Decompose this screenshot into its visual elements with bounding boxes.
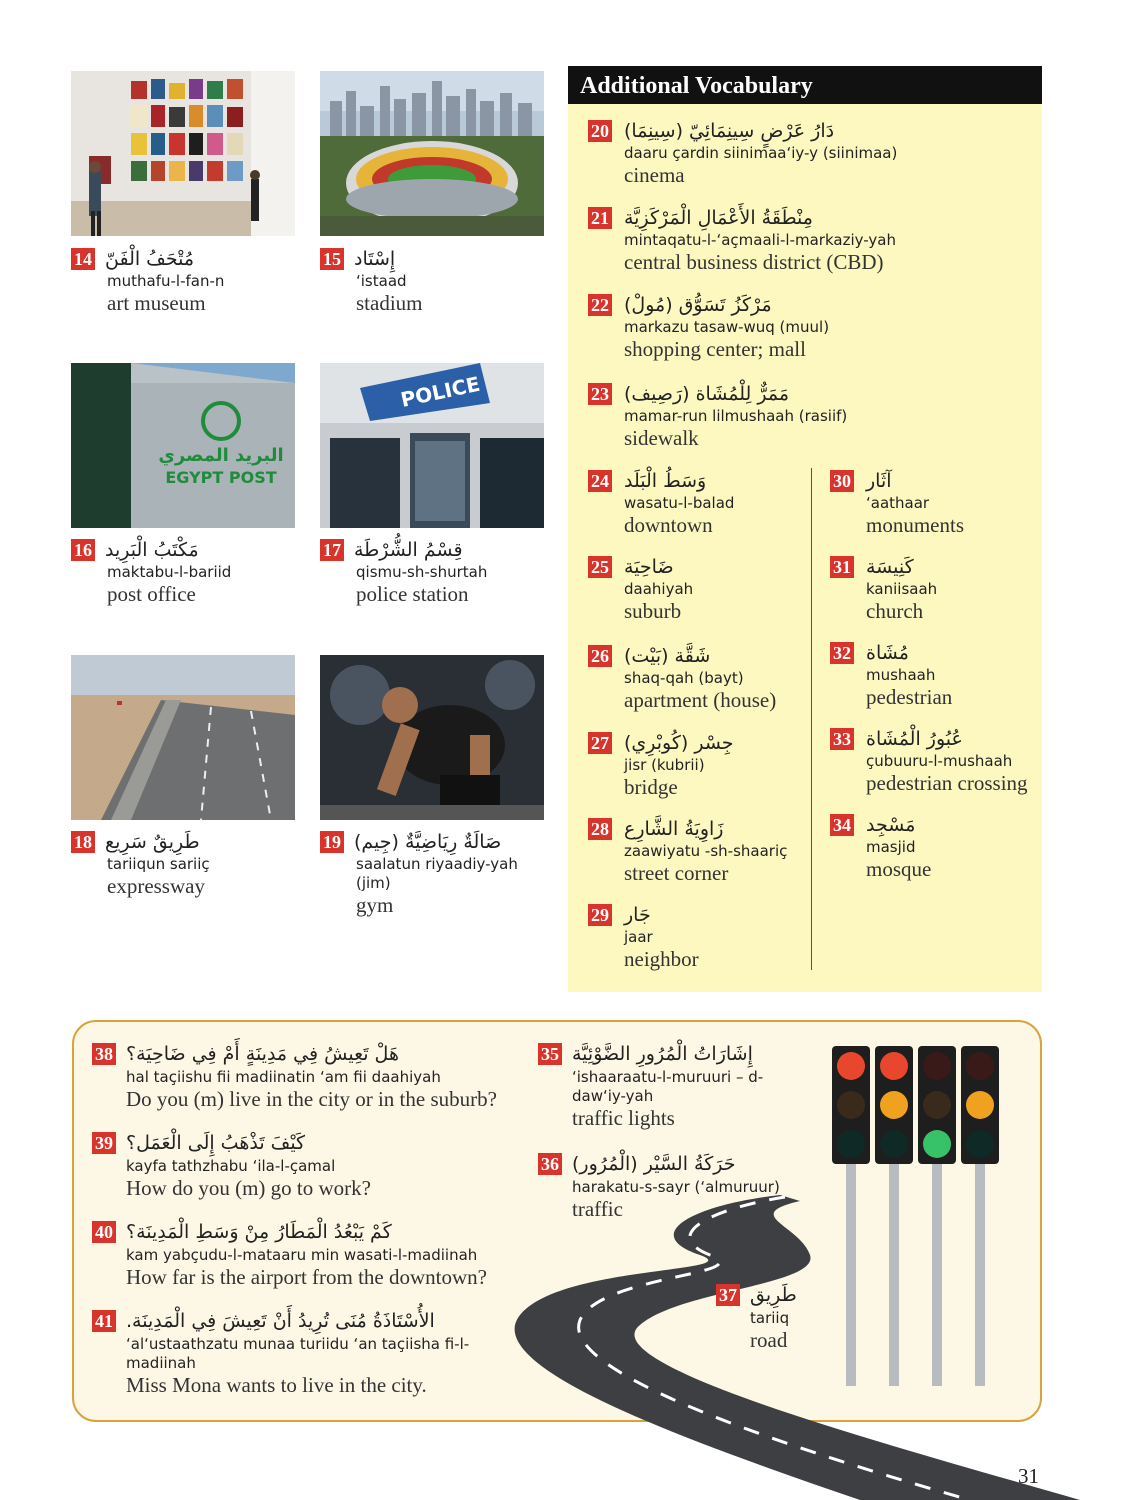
vocab-entry-pedestrian-crossing: [830, 726, 1035, 795]
english-term: gym: [356, 893, 394, 917]
english-term: church: [866, 599, 924, 623]
transliteration: ‘aathaar: [866, 494, 930, 512]
arabic-term: وَسَطُ الْبَلَد: [624, 470, 707, 492]
english-term: traffic lights: [572, 1106, 675, 1130]
entry-police-station: [320, 537, 530, 606]
transliteration: ‘ishaaraatu-l-muruuri – d-daw‘iy-yah: [572, 1068, 764, 1105]
arabic-term: كَنِيسَة: [866, 556, 914, 578]
english-term: expressway: [107, 874, 205, 898]
transliteration: kam yabçudu-l-mataaru min wasati-l-madiinah: [126, 1246, 478, 1264]
english-term: downtown: [624, 513, 713, 537]
arabic-phrase: كَمْ يَبْعُدُ الْمَطَارُ مِنْ وَسَطِ الْمَدِينَة؟: [126, 1221, 392, 1243]
transliteration: çubuuru-l-mushaah: [866, 752, 1013, 770]
entry-art-museum: [71, 246, 281, 315]
vocab-entry-road: [716, 1281, 826, 1352]
transliteration: mamar-run lilmushaah (rasiif): [624, 407, 848, 425]
transliteration: tariiqun sariiç: [107, 855, 210, 873]
english-term: art museum: [107, 291, 206, 315]
page-number: 31: [1018, 1464, 1039, 1488]
transliteration: tariiq: [750, 1309, 790, 1327]
vocab-entry-mosque: [830, 812, 1035, 881]
vocab-entry-downtown: [588, 468, 813, 537]
english-term: sidewalk: [624, 426, 699, 450]
arabic-term: مَرْكَزُ تَسَوُّق (مُولْ): [624, 294, 772, 316]
transliteration: mushaah: [866, 666, 936, 684]
question-city-or-suburb: [92, 1040, 532, 1111]
entry-stadium: [320, 246, 530, 315]
arabic-term: مَسْجِد: [866, 814, 916, 836]
transliteration: kaniisaah: [866, 580, 938, 598]
transliteration: shaq-qah (bayt): [624, 669, 744, 687]
vocab-entry-church: [830, 554, 1035, 623]
vocab-entry-cbd: [588, 205, 1028, 274]
vocab-entry-cinema: [588, 118, 1028, 187]
entry-gym: [320, 829, 550, 917]
entry-number: 40: [92, 1221, 116, 1243]
transliteration: mintaqatu-l-‘açmaali-l-markaziy-yah: [624, 231, 896, 249]
entry-number: 36: [538, 1153, 562, 1175]
entry-number: 16: [71, 539, 95, 561]
english-term: road: [750, 1328, 788, 1352]
entry-number: 34: [830, 814, 854, 836]
english-term: police station: [356, 582, 469, 606]
transliteration: maktabu-l-bariid: [107, 563, 232, 581]
entry-number: 23: [588, 383, 612, 405]
art-museum-photo: [71, 71, 295, 236]
entry-number: 38: [92, 1043, 116, 1065]
arabic-term: إِشَارَاتُ الْمُرُورِ الضَّوْئِيَّة: [572, 1043, 753, 1065]
transliteration: ‘istaad: [356, 272, 407, 290]
arabic-phrase: كَيْفَ تَذْهَبُ إِلَى الْعَمَل؟: [126, 1132, 306, 1154]
vocab-entry-pedestrian: [830, 640, 1035, 709]
entry-number: 21: [588, 207, 612, 229]
entry-number: 20: [588, 120, 612, 142]
gym-photo: [320, 655, 544, 820]
english-phrase: Do you (m) live in the city or in the suburb?: [126, 1087, 497, 1111]
english-term: traffic: [572, 1197, 623, 1221]
entry-number: 19: [320, 831, 344, 853]
transliteration: markazu tasaw-wuq (muul): [624, 318, 830, 336]
entry-number: 15: [320, 248, 344, 270]
english-term: central business district (CBD): [624, 250, 884, 274]
english-term: pedestrian crossing: [866, 771, 1028, 795]
vocab-column-divider: [811, 468, 812, 970]
vocab-entry-traffic: [538, 1150, 828, 1221]
arabic-phrase: هَلْ تَعِيشُ فِي مَدِينَةٍ أَمْ فِي ضَاحِيَة؟: [126, 1043, 399, 1065]
arabic-term: شَقَّة (بَيْت): [624, 645, 711, 667]
vocab-entry-neighbor: [588, 902, 813, 971]
arabic-term: جِسْر (كُوبْرِي): [624, 732, 734, 754]
vocab-entry-traffic-lights: [538, 1040, 788, 1130]
vocab-entry-suburb: [588, 554, 813, 623]
entry-post-office: [71, 537, 281, 606]
english-term: pedestrian: [866, 685, 953, 709]
entry-expressway: [71, 829, 281, 898]
english-term: neighbor: [624, 947, 699, 971]
entry-number: 29: [588, 904, 612, 926]
arabic-term: جَار: [624, 904, 651, 926]
entry-number: 24: [588, 470, 612, 492]
transliteration: wasatu-l-balad: [624, 494, 735, 512]
english-term: suburb: [624, 599, 682, 623]
transliteration: ‘al‘ustaathzatu munaa turiidu ‘an taçiisha fi-l-madiinah: [126, 1335, 470, 1372]
arabic-term: قِسْمُ الشُّرْطَة: [354, 539, 463, 561]
arabic-phrase: الأُسْتَاذَةُ مُنَى تُرِيدُ أَنْ تَعِيشَ فِي الْمَدِينَة.: [126, 1310, 435, 1332]
vocab-entry-street-corner: [588, 816, 813, 885]
english-term: monuments: [866, 513, 964, 537]
transliteration: harakatu-s-sayr (‘almuruur): [572, 1178, 780, 1196]
entry-number: 41: [92, 1310, 116, 1332]
arabic-term: دَارُ عَرْضٍ سِينِمَائِيّ (سِينِمَا): [624, 120, 835, 142]
entry-number: 17: [320, 539, 344, 561]
arabic-term: عُبُورُ الْمُشَاة: [866, 728, 963, 750]
vocab-entry-mall: [588, 292, 1028, 361]
entry-number: 14: [71, 248, 95, 270]
transliteration: masjid: [866, 838, 916, 856]
entry-number: 35: [538, 1043, 562, 1065]
vocab-entry-apartment: [588, 643, 813, 712]
transliteration: jaar: [624, 928, 653, 946]
arabic-term: مُتْحَفُ الْفَنّ: [105, 248, 195, 270]
egypt-post-arabic-sign: البريد المصري: [158, 445, 284, 466]
entry-number: 28: [588, 818, 612, 840]
entry-number: 31: [830, 556, 854, 578]
english-term: post office: [107, 582, 196, 606]
entry-number: 32: [830, 642, 854, 664]
english-term: apartment (house): [624, 688, 777, 712]
arabic-term: مَمَرٌّ لِلْمُشَاة (رَصِيف): [624, 383, 790, 405]
arabic-term: ضَاحِيَة: [624, 556, 674, 578]
entry-number: 27: [588, 732, 612, 754]
question-go-to-work: [92, 1129, 532, 1200]
question-airport-distance: [92, 1218, 532, 1289]
vocab-title: Additional Vocabulary: [568, 66, 1042, 104]
transliteration: zaawiyatu -sh-shaariç: [624, 842, 788, 860]
transliteration: muthafu-l-fan-n: [107, 272, 225, 290]
vocab-entry-sidewalk: [588, 381, 1028, 450]
english-phrase: Miss Mona wants to live in the city.: [126, 1373, 427, 1397]
arabic-term: زَاوِيَةُ الشَّارِع: [624, 818, 724, 840]
entry-number: 39: [92, 1132, 116, 1154]
egypt-post-latin-sign: EGYPT POST: [165, 468, 277, 487]
vocab-entry-bridge: [588, 730, 813, 799]
arabic-term: مَكْتَبُ الْبَرِيد: [105, 539, 199, 561]
entry-number: 26: [588, 645, 612, 667]
stadium-photo: [320, 71, 544, 236]
police-sign: POLICE: [398, 371, 482, 412]
arabic-term: مِنْطَقَةُ الأَعْمَالِ الْمَرْكَزِيَّة: [624, 207, 813, 229]
entry-number: 22: [588, 294, 612, 316]
sentence-mona-city: [92, 1307, 492, 1397]
transliteration: daahiyah: [624, 580, 694, 598]
transliteration: kayfa tathzhabu ‘ila-l-çamal: [126, 1157, 336, 1175]
post-office-photo: [71, 363, 295, 528]
arabic-term: إِسْتَاد: [354, 248, 396, 270]
entry-number: 37: [716, 1284, 740, 1306]
entry-number: 30: [830, 470, 854, 492]
arabic-term: صَالَةٌ رِيَاضِيَّةٌ (جِيم): [354, 831, 502, 853]
transliteration: saalatun riyaadiy-yah (jim): [356, 855, 518, 892]
english-phrase: How do you (m) go to work?: [126, 1176, 371, 1200]
english-term: stadium: [356, 291, 423, 315]
traffic-lights-illustration: [828, 1046, 1010, 1386]
english-term: shopping center; mall: [624, 337, 806, 361]
transliteration: jisr (kubrii): [624, 756, 705, 774]
arabic-term: حَرَكَةُ السَّيْر (الْمُرُور): [572, 1153, 736, 1175]
expressway-photo: [71, 655, 295, 820]
entry-number: 25: [588, 556, 612, 578]
transliteration: hal taçiishu fii madiinatin ‘am fii daahiyah: [126, 1068, 441, 1086]
english-phrase: How far is the airport from the downtown?: [126, 1265, 487, 1289]
police-station-photo: [320, 363, 544, 528]
vocab-entry-monuments: [830, 468, 1035, 537]
arabic-term: طَرِيق: [750, 1284, 797, 1306]
arabic-term: طَرِيقٌ سَرِيع: [105, 831, 200, 853]
english-term: cinema: [624, 163, 685, 187]
english-term: street corner: [624, 861, 729, 885]
english-term: mosque: [866, 857, 932, 881]
arabic-term: آثَار: [866, 470, 892, 492]
additional-vocabulary-box: [568, 66, 1042, 992]
entry-number: 18: [71, 831, 95, 853]
english-term: bridge: [624, 775, 678, 799]
entry-number: 33: [830, 728, 854, 750]
arabic-term: مُشَاة: [866, 642, 909, 664]
transliteration: daaru çardin siinimaa‘iy-y (siinimaa): [624, 144, 898, 162]
transliteration: qismu-sh-shurtah: [356, 563, 488, 581]
